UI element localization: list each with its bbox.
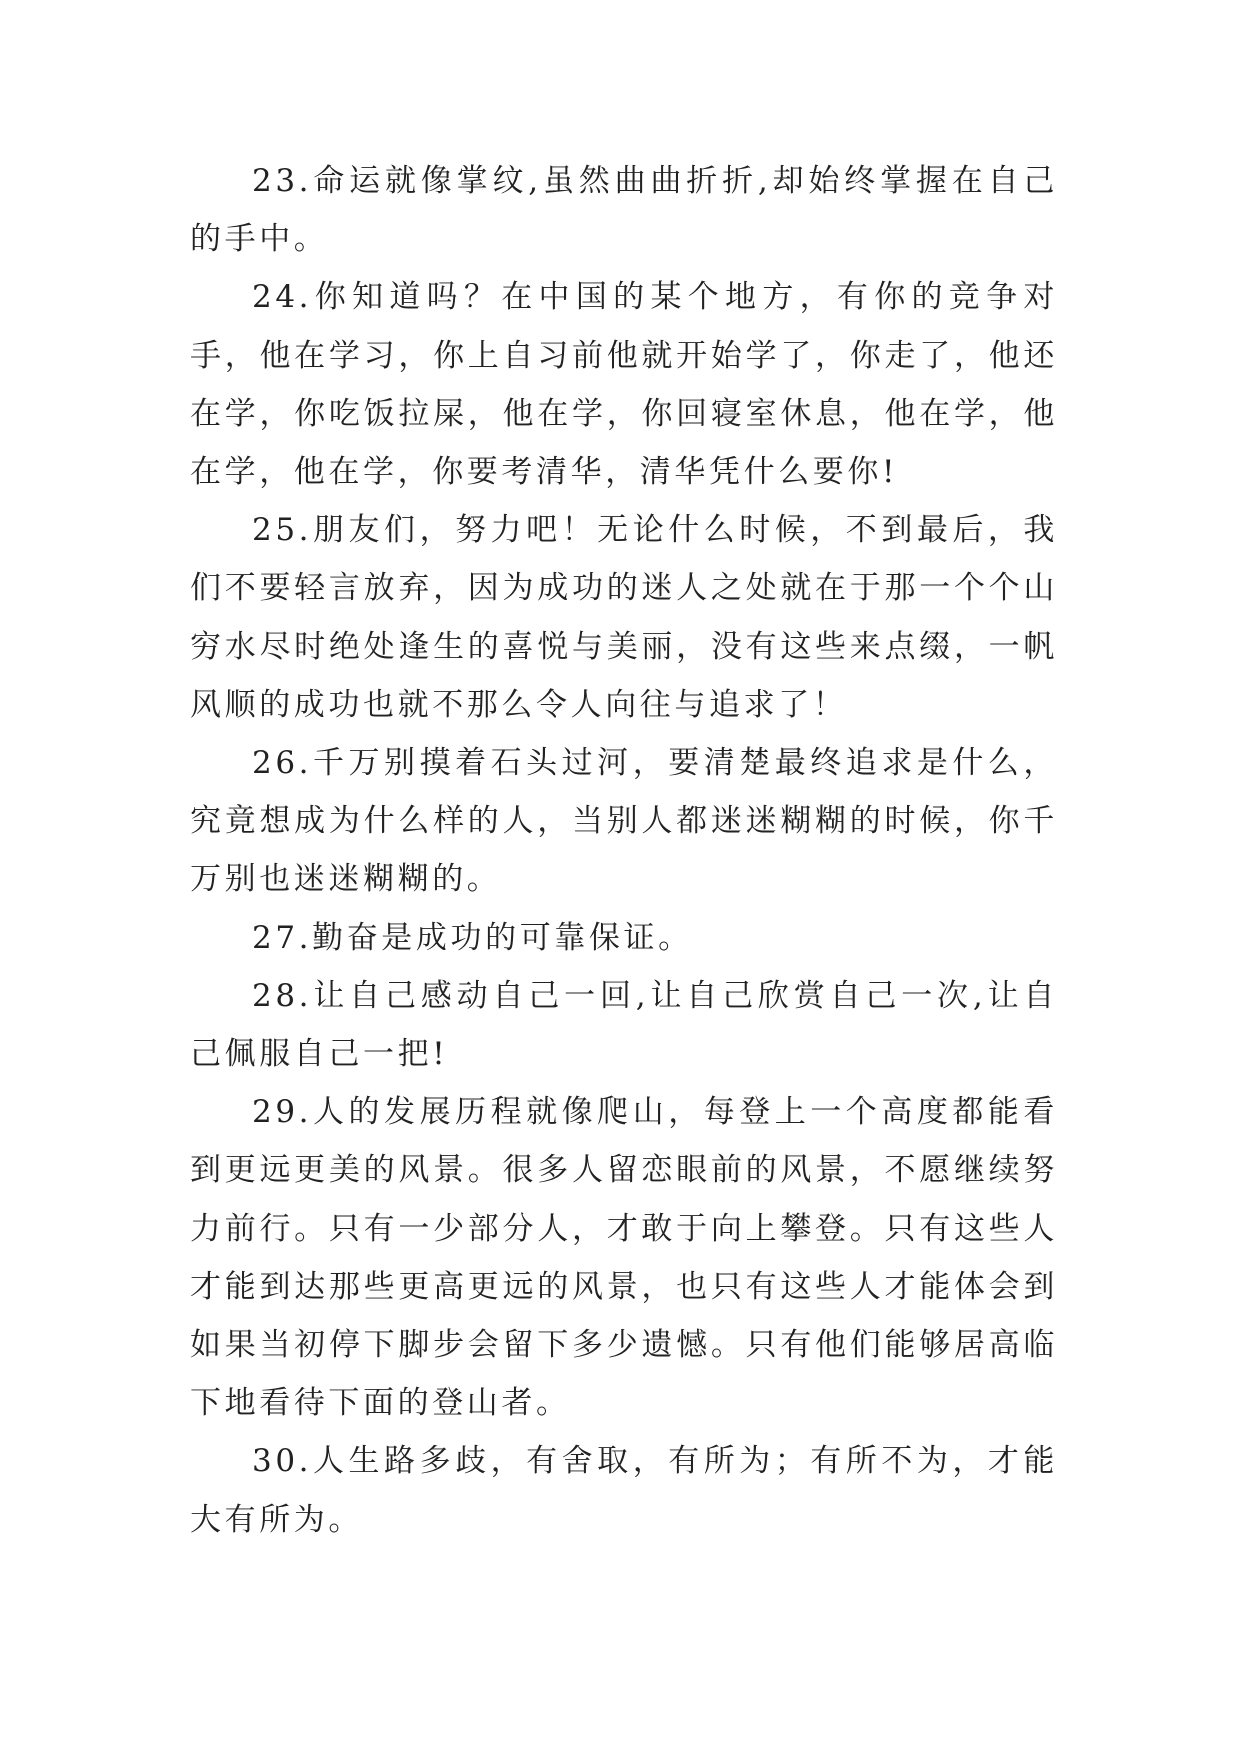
paragraph-30: 30.人生路多歧，有舍取，有所为；有所不为，才能大有所为。 (190, 1443, 1058, 1538)
paragraph-23: 23.命运就像掌纹,虽然曲曲折折,却始终掌握在自己的手中。 (190, 163, 1058, 258)
paragraph-27: 27.勤奋是成功的可靠保证。 (252, 919, 693, 956)
paragraph-28: 28.让自己感动自己一回,让自己欣赏自己一次,让自己佩服自己一把! (190, 977, 1058, 1073)
document-body (190, 152, 1058, 1549)
paragraph-24: 24.你知道吗？在中国的某个地方，有你的竞争对手，他在学习，你上自习前他就开始学了，你走了，他还在学，你吃饭拉屎，他在学，你回寝室休息，他在学，他在学，他在学，你要考清华，清华凭什么要你! (190, 279, 1058, 491)
paragraph-25: 25.朋友们，努力吧！无论什么时候，不到最后，我们不要轻言放弃，因为成功的迷人之处就在于那一个个山穷水尽时绝处逢生的喜悦与美丽，没有这些来点缀，一帆风顺的成功也就不那么令人向往与追求了！ (190, 512, 1058, 723)
paragraph-29: 29.人的发展历程就像爬山，每登上一个高度都能看到更远更美的风景。很多人留恋眼前的风景，不愿继续努力前行。只有一少部分人，才敢于向上攀登。只有这些人才能到达那些更高更远的风景，也只有这些人才能体会到如果当初停下脚步会留下多少遗憾。只有他们能够居高临下地看待下面的登山者。 (190, 1094, 1058, 1422)
paragraph-26: 26.千万别摸着石头过河，要清楚最终追求是什么，究竟想成为什么样的人，当别人都迷迷糊糊的时候，你千万别也迷迷糊糊的。 (190, 745, 1058, 898)
